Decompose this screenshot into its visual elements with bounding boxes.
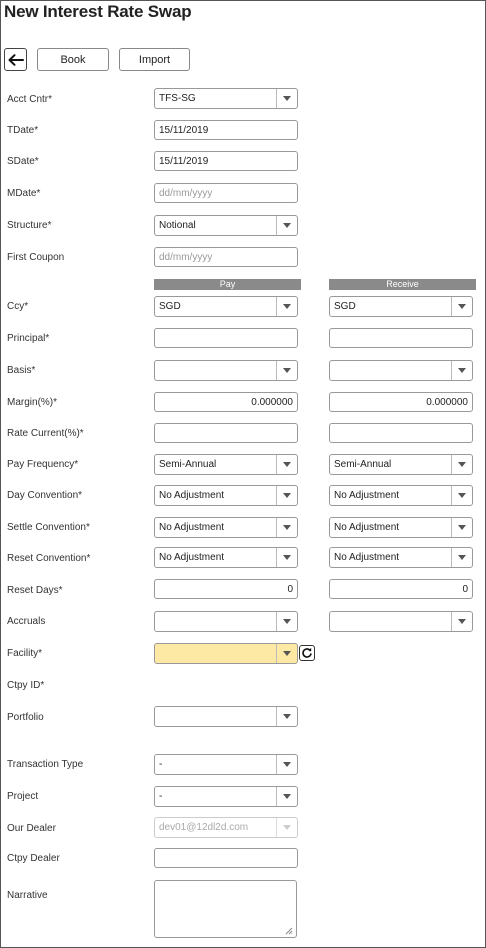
ctpy-dealer-input[interactable] [154,848,298,868]
pay-pay-frequency-select[interactable] [154,454,298,475]
pay-ccy-select[interactable] [154,296,298,317]
receive-settle-convention-select[interactable] [329,517,473,538]
chevron-down-icon [276,755,297,774]
facility-value [159,644,273,663]
margin-label: Margin(%)* [7,397,58,408]
mdate-input[interactable]: dd/mm/yyyy [154,183,298,203]
chevron-down-icon [451,548,472,567]
pay-frequency-label: Pay Frequency* [7,459,79,470]
chevron-down-icon [451,518,472,537]
pay-principal-input[interactable] [154,328,298,348]
receive-day-convention-select[interactable] [329,485,473,506]
pay-day-convention-select[interactable] [154,485,298,506]
tdate-label: TDate* [7,125,39,136]
reset-days-label: Reset Days* [7,585,63,596]
receive-ccy-value: SGD [334,301,356,312]
chevron-down-icon [276,89,297,108]
page-title: New Interest Rate Swap [4,2,192,21]
receive-reset-convention-value: No Adjustment [334,552,400,563]
chevron-down-icon [451,297,472,316]
project-value: - [159,791,163,802]
settle-convention-label: Settle Convention* [7,522,90,533]
narrative-textarea[interactable] [154,880,297,938]
principal-label: Principal* [7,333,50,344]
structure-label: Structure* [7,220,52,231]
receive-basis-value [334,361,448,380]
sdate-label: SDate* [7,156,39,167]
pay-reset-days-input[interactable]: 0 [154,579,298,599]
acct-cntr-value: TFS-SG [159,93,196,104]
acct-cntr-label: Acct Cntr* [7,94,53,105]
chevron-down-icon [276,787,297,806]
book-button[interactable]: Book [37,48,109,71]
chevron-down-icon [276,455,297,474]
pay-ccy-value: SGD [159,301,181,312]
project-select[interactable] [154,786,298,807]
receive-pay-frequency-value: Semi-Annual [334,459,392,470]
chevron-down-icon [451,612,472,631]
ctpy-dealer-label: Ctpy Dealer [7,853,60,864]
receive-column-header: Receive [329,279,476,290]
chevron-down-icon [276,361,297,380]
pay-accruals-value [159,612,273,631]
ccy-label: Ccy* [7,301,29,312]
transaction-type-select[interactable] [154,754,298,775]
ctpy-id-label: Ctpy ID* [7,680,45,691]
pay-accruals-select[interactable] [154,611,298,632]
mdate-label: MDate* [7,188,41,199]
chevron-down-icon [276,486,297,505]
first-coupon-label: First Coupon [7,252,65,263]
pay-reset-convention-value: No Adjustment [159,552,225,563]
accruals-label: Accruals [7,616,46,627]
receive-margin-input[interactable]: 0.000000 [329,392,473,412]
pay-column-header: Pay [154,279,301,290]
refresh-glyph-icon [301,647,313,659]
chevron-down-icon [276,297,297,316]
portfolio-label: Portfolio [7,712,44,723]
receive-basis-select[interactable] [329,360,473,381]
narrative-label: Narrative [7,890,48,901]
transaction-type-value: - [159,759,163,770]
day-convention-label: Day Convention* [7,490,83,501]
chevron-down-icon [276,216,297,235]
pay-day-convention-value: No Adjustment [159,490,225,501]
chevron-down-icon [276,548,297,567]
reset-convention-label: Reset Convention* [7,553,91,564]
chevron-down-icon [451,361,472,380]
receive-reset-days-input[interactable]: 0 [329,579,473,599]
chevron-down-icon [276,818,297,837]
chevron-down-icon [276,644,297,663]
receive-rate-current-input[interactable] [329,423,473,443]
arrow-left-icon [8,54,24,66]
pay-pay-frequency-value: Semi-Annual [159,459,217,470]
pay-basis-value [159,361,273,380]
pay-rate-current-input[interactable] [154,423,298,443]
pay-reset-convention-select[interactable] [154,547,298,568]
our-dealer-value: dev01@12dl2d.com [159,822,249,833]
receive-ccy-select[interactable] [329,296,473,317]
receive-reset-convention-select[interactable] [329,547,473,568]
chevron-down-icon [451,486,472,505]
refresh-icon[interactable] [299,645,315,661]
receive-accruals-select[interactable] [329,611,473,632]
back-button[interactable] [4,48,27,71]
receive-day-convention-value: No Adjustment [334,490,400,501]
acct-cntr-select[interactable] [154,88,298,109]
receive-settle-convention-value: No Adjustment [334,522,400,533]
import-button[interactable]: Import [119,48,190,71]
portfolio-value [159,707,273,726]
receive-principal-input[interactable] [329,328,473,348]
chevron-down-icon [276,518,297,537]
pay-basis-select[interactable] [154,360,298,381]
rate-current-label: Rate Current(%)* [7,428,84,439]
structure-value: Notional [159,220,196,231]
facility-label: Facility* [7,648,43,659]
our-dealer-label: Our Dealer [7,823,56,834]
first-coupon-input[interactable]: dd/mm/yyyy [154,247,298,267]
pay-margin-input[interactable]: 0.000000 [154,392,298,412]
chevron-down-icon [451,455,472,474]
resize-grip-icon[interactable] [285,927,293,935]
portfolio-select[interactable] [154,706,298,727]
facility-select[interactable] [154,643,298,664]
chevron-down-icon [276,612,297,631]
sdate-input[interactable]: 15/11/2019 [154,151,298,171]
structure-select[interactable] [154,215,298,236]
basis-label: Basis* [7,365,36,376]
tdate-input[interactable]: 15/11/2019 [154,120,298,140]
receive-accruals-value [334,612,448,631]
chevron-down-icon [276,707,297,726]
pay-settle-convention-select[interactable] [154,517,298,538]
our-dealer-select [154,817,298,838]
pay-settle-convention-value: No Adjustment [159,522,225,533]
project-label: Project [7,791,39,802]
receive-pay-frequency-select[interactable] [329,454,473,475]
transaction-type-label: Transaction Type [7,759,84,770]
